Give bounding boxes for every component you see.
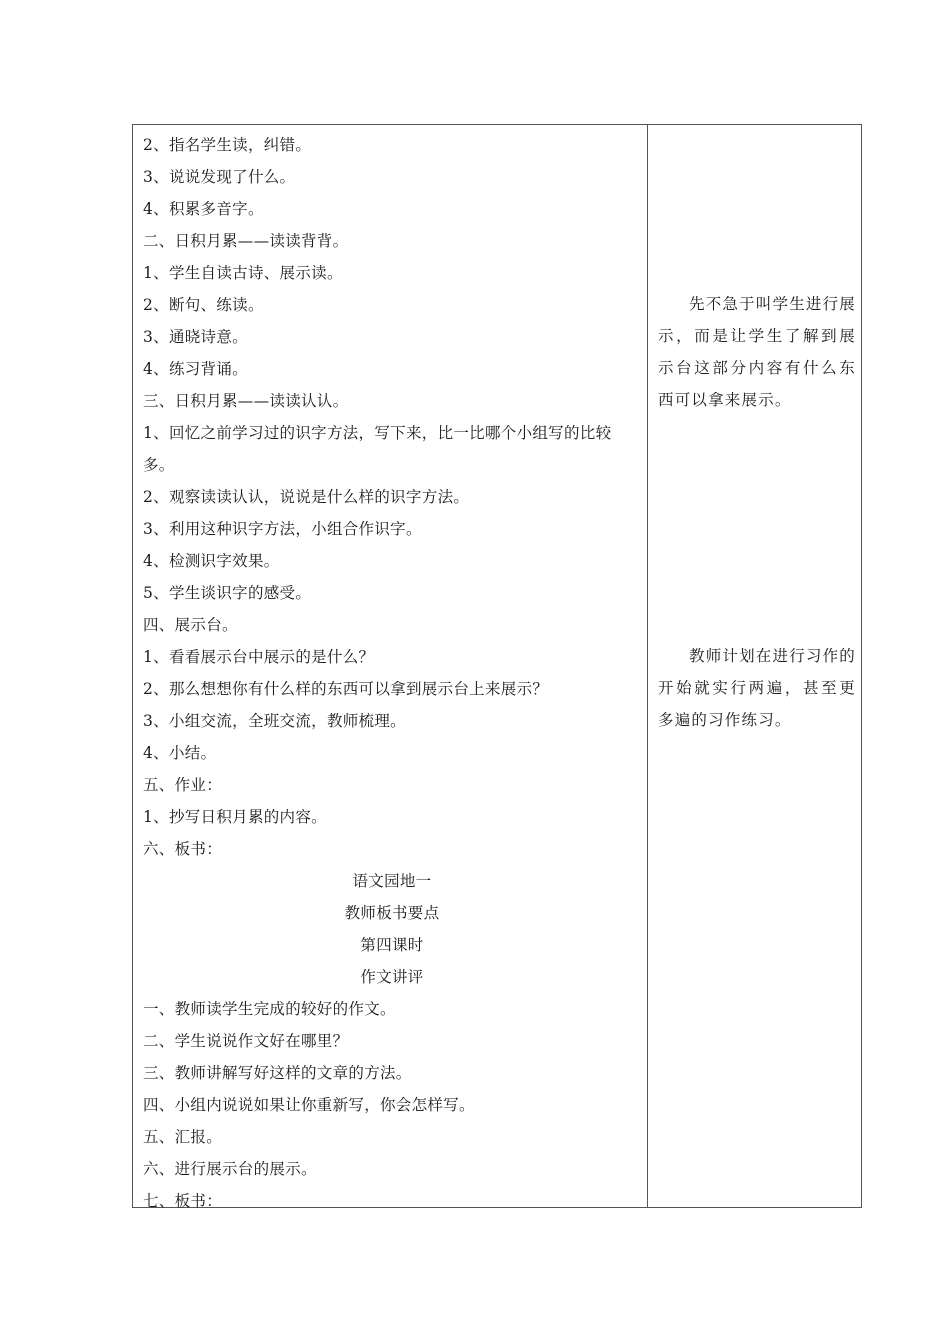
lesson-plan-table [132,124,862,1208]
text-line: 第四课时 [360,936,424,954]
text-line: 作文讲评 [360,968,424,986]
text-line: 1、学生自读古诗、展示读。 [143,264,343,282]
text-line: 3、说说发现了什么。 [143,168,296,186]
teaching-note-2: 教师计划在进行习作的开始就实行两遍，甚至更多遍的习作练习。 [658,647,857,729]
column-divider [647,125,648,1207]
text-line: 3、通晓诗意。 [143,328,248,346]
text-line: 2、指名学生读，纠错。 [143,136,312,154]
text-line: 2、断句、练读。 [143,296,264,314]
teaching-process-column [143,129,641,1217]
text-line: 3、利用这种识字方法，小组合作识字。 [143,520,422,538]
text-line: 五、汇报。 [143,1128,223,1146]
text-line: 五、作业： [143,776,223,794]
text-line: 1、回忆之前学习过的识字方法，写下来，比一比哪个小组写的比较 [143,424,612,442]
text-line: 5、学生谈识字的感受。 [143,584,312,602]
text-line: 教师板书要点 [344,904,440,922]
text-line: 三、日积月累——读读认认。 [143,392,349,410]
text-line: 4、练习背诵。 [143,360,248,378]
text-line: 六、板书： [143,840,223,858]
text-line: 4、小结。 [143,744,217,762]
text-line: 二、学生说说作文好在哪里？ [143,1032,349,1050]
text-line: 六、进行展示台的展示。 [143,1160,317,1178]
text-line: 三、教师讲解写好这样的文章的方法。 [143,1064,412,1082]
teaching-note-1: 先不急于叫学生进行展示，而是让学生了解到展示台这部分内容有什么东西可以拿来展示。 [658,295,857,409]
text-line: 多。 [143,456,175,474]
text-line: 2、观察读读认认，说说是什么样的识字方法。 [143,488,470,506]
text-line: 二、日积月累——读读背背。 [143,232,349,250]
text-line: 1、抄写日积月累的内容。 [143,808,327,826]
text-line: 2、那么想想你有什么样的东西可以拿到展示台上来展示？ [143,680,549,698]
text-line: 四、小组内说说如果让你重新写，你会怎样写。 [143,1096,475,1114]
text-line: 3、小组交流，全班交流，教师梳理。 [143,712,406,730]
text-line: 一、教师读学生完成的较好的作文。 [143,1000,396,1018]
text-line: 4、检测识字效果。 [143,552,280,570]
text-line: 语文园地一 [352,872,432,890]
text-line: 四、展示台。 [143,616,238,634]
text-line: 4、积累多音字。 [143,200,264,218]
text-line: 七、板书： [143,1192,223,1210]
text-line: 1、看看展示台中展示的是什么？ [143,648,375,666]
